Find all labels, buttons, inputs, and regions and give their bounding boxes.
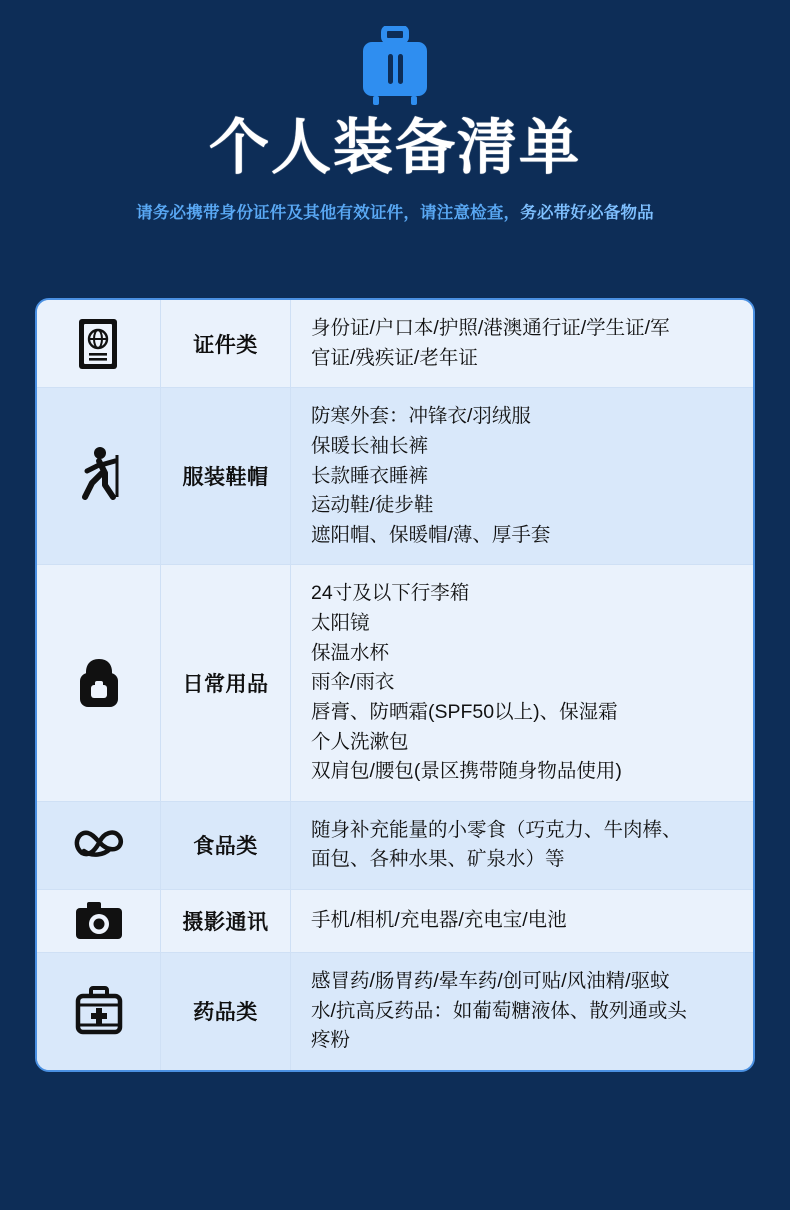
item-line: 水/抗高反药品：如葡萄糖液体、散列通或头 xyxy=(311,999,687,1022)
passport-icon xyxy=(76,317,122,371)
row-icon-cell xyxy=(37,388,161,564)
table-row xyxy=(37,890,753,953)
page-title: 个人装备清单 xyxy=(209,114,581,181)
row-items xyxy=(291,565,753,800)
item-line: 手机/相机/充电器/充电宝/电池 xyxy=(311,909,567,932)
item-line: 个人洗漱包 xyxy=(311,730,409,753)
table-row xyxy=(37,300,753,388)
item-line: 感冒药/肠胃药/晕车药/创可贴/风油精/驱蚊 xyxy=(311,970,670,992)
item-line: 疼粉 xyxy=(311,1029,351,1052)
subtitle-tail: 务必带好必备物品 xyxy=(520,204,654,222)
row-category: 食品类 xyxy=(161,802,291,889)
item-line: 随身补充能量的小零食（巧克力、牛肉棒、 xyxy=(311,818,682,841)
row-icon-cell xyxy=(37,890,161,952)
item-line: 双肩包/腰包(景区携带随身物品使用) xyxy=(311,760,622,783)
item-line: 长款睡衣睡裤 xyxy=(311,464,429,487)
row-icon-cell xyxy=(37,953,161,1070)
item-line: 防寒外套：冲锋衣/羽绒服 xyxy=(311,405,531,428)
page-header xyxy=(0,0,790,223)
item-line: 唇膏、防晒霜(SPF50以上)、保湿霜 xyxy=(311,700,618,723)
subtitle-main: 请务必携带身份证件及其他有效证件，请注意检查， xyxy=(136,204,521,222)
row-icon-cell xyxy=(37,802,161,889)
row-items xyxy=(291,300,753,387)
pretzel-icon xyxy=(70,823,128,867)
row-category: 服装鞋帽 xyxy=(161,388,291,564)
row-items xyxy=(291,388,753,564)
item-line: 运动鞋/徒步鞋 xyxy=(311,494,434,517)
suitcase-icon xyxy=(356,26,434,108)
table-row xyxy=(37,388,753,565)
item-line: 太阳镜 xyxy=(311,612,370,634)
item-line: 雨伞/雨衣 xyxy=(311,671,395,694)
table-row xyxy=(37,802,753,890)
row-items xyxy=(291,802,753,889)
item-line: 面包、各种水果、矿泉水）等 xyxy=(311,848,565,871)
item-line: 遮阳帽、保暖帽/薄、厚手套 xyxy=(311,523,551,546)
item-line: 保暖长袖长裤 xyxy=(311,434,429,457)
hiker-icon xyxy=(75,445,123,507)
item-line: 24寸及以下行李箱 xyxy=(311,582,470,605)
row-icon-cell xyxy=(37,565,161,800)
row-icon-cell xyxy=(37,300,161,387)
item-line: 保温水杯 xyxy=(311,641,390,664)
item-line: 官证/残疾证/老年证 xyxy=(311,346,478,369)
item-line: 身份证/户口本/护照/港澳通行证/学生证/军 xyxy=(311,317,670,339)
table-row xyxy=(37,953,753,1070)
row-category: 证件类 xyxy=(161,300,291,387)
camera-icon xyxy=(73,900,125,942)
page-subtitle xyxy=(0,199,790,223)
packing-table xyxy=(35,298,755,1072)
table-row xyxy=(37,565,753,801)
row-category: 日常用品 xyxy=(161,565,291,800)
row-items xyxy=(291,953,753,1070)
row-category: 摄影通讯 xyxy=(161,890,291,952)
row-category: 药品类 xyxy=(161,953,291,1070)
row-items xyxy=(291,890,753,952)
backpack-icon xyxy=(74,655,124,711)
medical-kit-icon xyxy=(74,985,124,1037)
